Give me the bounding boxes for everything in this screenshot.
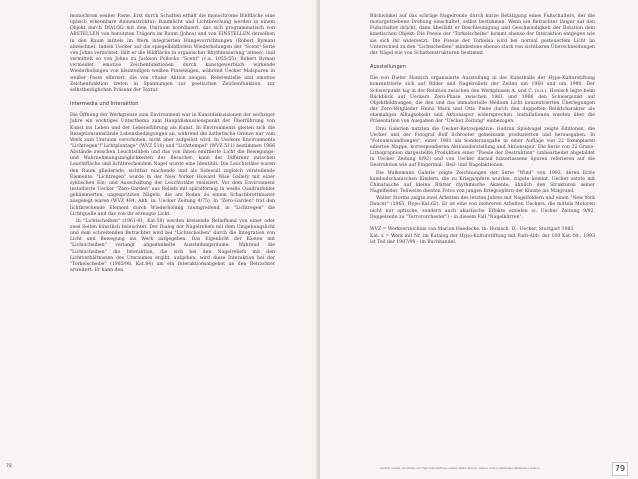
left-text-column bbox=[70, 14, 275, 275]
page-number-left: 78 bbox=[6, 464, 12, 469]
footnote-line: Kat. x = Werk mit Nr. im Katalog der Hypo-Kulturstiftung mit Farb-Abb. der 100 Kat.-Nr., 1993 ist Teil der 1987/90 - im Buchhandel. bbox=[370, 234, 595, 246]
section-heading-ausstellungen: Ausstellungen bbox=[370, 64, 407, 71]
right-section-paragraph: Drei Galerien nutzten die Uecker-Retrospektive: Gudrun Spielvogel zeigte Editionen, die Uecker und der Fotograf Rolf Schroeter gemeinsam produzierten und herausgaben. In "Fotoumwandlungen", einer 1981 als Sonderausgabe in einer Auflage von 22 Exemplaren edierten Mappe, korrespondieren Aktionsdarstellung und Aktionsspur. Die Serie von 22 Grano-Lithographien dargestellte Produktion einer "Poesie der Destruktion" (unbearbeitet abgebildet in Uecker Zeitung 8/92) und von Uecker darauf hinterlassene Spuren referieren auf die Destruktion wie auf Fingermal-, Beil- und Nagelaktionen. bbox=[370, 126, 595, 169]
left-page bbox=[0, 0, 318, 479]
left-intro-paragraph: monochrom weißer Paste. Erst durch Schatten erhält die monochrome Bildfläche eine optisch erkennbare Binnenstruktur: Raumlicht und Lichtbrechung werden in einem Objekt durch DIALOG mit dem Umraum koordiniert, das sich programmatisch von ABSTELLEN von benutzten Trägern im Raum (Johns) und von EINSTELLEN derselben in den Raum mittels im Werk integrierten Hängevorrichtungen (Robert Ryman) abzeichnet. Indem Uecker auf die spiegelbildlichen Wiederholungen der "Scent"-Serie von Johns verzichtet, fällt er die Bildfläche in organischer Rhythmisierung 'atmen', und vermittelt so von Johns zu Jackson Pollocks "Scent" (c.a. 1955-55). Robert Ryman vermeidet emotive Zeichenfunktionen durch kunstgewerblich wirkende Wiederholungen von kleinteiligen weißen Pinselzügen, während Uecker Malspuren in weißer Paste offeriert, die von vitaler Aktion zeugen. Referentielle und emotive Zeichenfunktion treten in Spannungen zur poetischen Zeichenfunktion, zur selbstbezüglichen Präsenz der Textur. bbox=[70, 14, 275, 93]
right-intro-paragraph: Blickwinkel auf das schräge Nagelrondo durch kurze Betätigung eines Fußschalters, der die motorgetriebene Drehung einschaltet, selbst bestimmen. Wenn ein Betrachter länger auf den Fußschalter drückt, dann überläßt er Beschleunigung und Geschwindigkeit der Rotation dem kinetischen Objekt: Die Poesie der "Torkelscheibe" kommt ebenso der Interaktion entgegen wie sie sich ihr widersetzt. Die Poesie der Torkelsa wird bei normal gesteuertem Licht im Unterschied zu den "Lichtscheiben" mindestens ebenso stark von sichtbaren Überschneidungen der Nägel wie von Schattenstrukturen bestimmt. bbox=[370, 14, 595, 56]
right-section-paragraph: Die Walkemann Galerie zeigte Zeichnungen der Serie "Wind" von 1993, deren Erlös kambodschanischen Kindern, die zu Kriegsopfern wurden, zugute kommt. Uecker setzte mit Chinatusche auf kleine Blätter rhythmische Akzente, ähnlich den Strukturen seiner Nagelfelder. Teilweise dienten Fotos von jungen Kriegsopfern der Künste als Malgrund. bbox=[370, 170, 595, 195]
section-heading-intermedia: Intermedia und Interaktion bbox=[70, 101, 139, 108]
page-footer-credit: Günther Uecker, Kunsthalle der Hypo-Kulturstiftung, Galerie Walter Storms, Galerie Gudrun Spielvogel, Walkemann Galerie bbox=[380, 467, 540, 470]
right-section-paragraph: Walter Storms zeigte zwei Arbeiten des letzten Jahres mit Nagelfeldern und einen "New York Dancer" (1965, Hypo-Kat.62). Er ist eine von mehreren Arbeiten Ueckers, die mittels Motoren nicht nur optische, sondern auch akustische Effekte erzielen (s. Uecker Zeitung 9/92, Doppelseite zu "Terrororchester") - in diesem Fall "Nagelklirren". bbox=[370, 196, 595, 220]
right-text-column bbox=[370, 14, 595, 247]
right-section-paragraph: Die von Dieter Honisch organisierte Ausstellung in der Kunsthalle der Hypo-Kulturstiftung konzentrierte sich auf Bilder und Nagelreliefs der Zeiten um 1960 und um 1990. Der Schwerpunkt lag in der Relation zwischen den Werkphasen A. und C. (s.o.). Honisch legte beim Rückblick auf Ueckers Zero-Phase zwischen 1961 und 1966 den Schwerpunkt auf Objektbildnungen, die den und das immaterielle Medium Licht konzentrierten Überlegungen der Zero-Mitglieder Heinz Mack und Otto Piene durch den doppelten Reliktcharakter als ehemaliges Alltagsobjekt und Aktionsspur widersprechen. Installationen wurden über die Präsentation von Ausgaben der "Uecker Zeitung" einbezogen. bbox=[370, 76, 595, 125]
page-number-right: 79 bbox=[612, 462, 628, 476]
footnote-line: WVZ = Werkverzeichnis von Marion Haedecke, in: Honisch, D.: Uecker, Stuttgart 1983. bbox=[370, 226, 575, 232]
left-section-paragraph: Die Öffnung der Werkgrenze zum Environment war in Kunstdiskussionen der sechziger Jahre ein wichtiges Unterthema zum Hauptdiskussionspunkt der Überführung von Kunst ins Leben und der Lebensführung als Kunst. In Environments gleiten sich die Rezeptionsumstände Lebensbedingungen an, während die ästhetische Grenze nur vom Werk zum Umraum verschoben, nicht aber aufgelöst wird. In Ueckers Environments "Lichtregen"/"Lichtplantage" (WVZ 510) und "Lichttempel" (WVZ 511) bestimmen 1966 Abstände zwischen Leuchtstäben und das von ihnen emittierte Licht die Bewegungs- und Wahrnehmungsmöglichkeiten der Besucher: kann der Differenz zwischen Leuchtfläche und lichtbrechendem Nagel wurde eine Identität: Die Leuchtstäbe waren den Raum gliedernde, sichtbar machende und als Sidewall zugleich verstellende Elemente. "Lichtregen" wurde in der New Yorker Howard Wise Gallery mit einer zyklischen Ein- und Ausschaltung der Leuchtstäbe realisiert. Vor dem Environment installierte Uecker "Zero-Garden" aus Reliefs mit spiralförmig in weiße Quadratfelder gehämmerten, ungespritzten Nägeln, die am Boden zu einem Schachbrettmuster ausgelegt waren (WVZ 484, Abb. in: Uecker Zeitung 4/75). In "Zero-Garden" trat den lichtbrechende Element durch Wiederholung raumgreifend, in "Lichtregen" die Lichtquelle und das von ihr erzeugte Licht. bbox=[70, 113, 275, 217]
left-section-paragraph: In "Lichtscheiben" (1961-81, Kat.58) werden kreisende Reliefhand von einer oder zwei Seiten künstlich beleuchtet. Der Dialog der Nagelreliefs mit dem Umgebungslicht und dem schreitenden Betrachter wird bei "Lichtscheiben" durch die Integration von Licht und Bewegung ins Werk aufgegeben. Das Eigenlicht der Kästen mit "Lichtscheiben" verlangt abgedunkelte Ausstellungsräume. Während die "Lichtscheiben" die Interaktion, die sich bei den Nagelreliefs mit den Lichtverhältnissen des Umraumes ergibt, aufgeben, wird diese Interaktion bei der "Torkelscheibe" (1965/98, Kat.84) um ein Interaktionsangebot an den Betrachter erweitert: Er kann den bbox=[70, 218, 275, 274]
right-page bbox=[320, 0, 638, 479]
